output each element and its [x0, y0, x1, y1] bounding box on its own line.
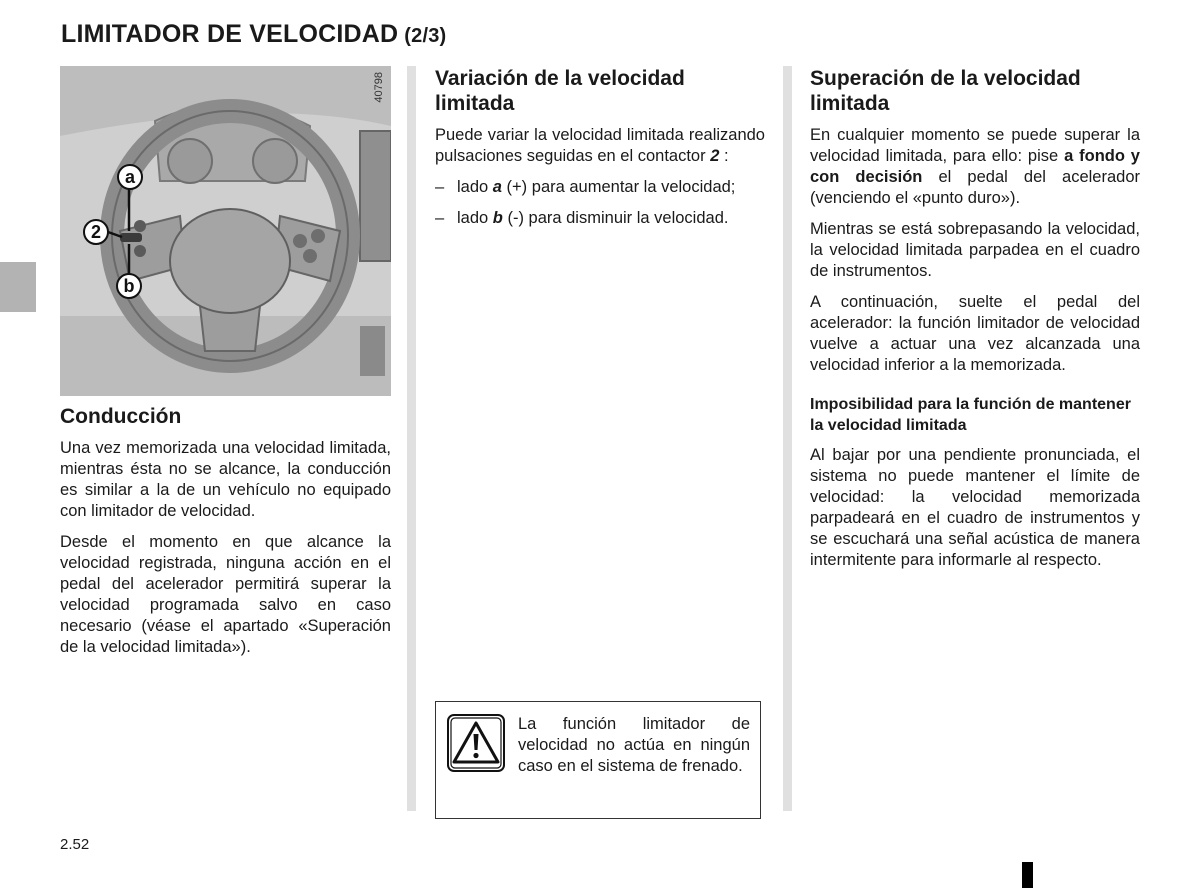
column-middle [435, 66, 765, 239]
variacion-list [435, 177, 765, 229]
list-item-text: lado [457, 178, 493, 196]
list-item-text: lado [457, 209, 493, 227]
list-item-text-end: (+) para aumentar la velocidad; [501, 178, 736, 196]
chapter-tab [0, 262, 36, 312]
steering-wheel-illustration [60, 66, 391, 396]
page-title-part: (2/3) [404, 25, 447, 47]
list-item-ref: a [492, 178, 502, 196]
list-dash: – [435, 209, 445, 227]
heading-superacion: Superación de la velocidad limitada [810, 67, 1081, 115]
superacion-text-end: el pedal del acelerador (venciendo el «punto duro»). [810, 168, 1140, 207]
paragraph-superacion-1 [810, 125, 1140, 209]
paragraph-variacion-intro [435, 125, 765, 167]
intro-text: Puede variar la velocidad limitada realizando pulsaciones seguidas en el contactor [435, 126, 765, 165]
paragraph-superacion-2: Mientras se está sobrepasando la velocidad, la velocidad limitada parpadea en el cuadro de instrumentos. [810, 220, 1140, 280]
list-item-ref: b [492, 209, 503, 227]
column-right [810, 66, 1140, 581]
intro-text-end: : [719, 147, 729, 165]
page-number: 2.52 [60, 836, 90, 853]
paragraph-superacion-3: A continuación, suelte el pedal del acelerador: la función limitador de velocidad vuelve a actuar una vez alcanzada una velocidad inferior a la memorizada. [810, 293, 1140, 374]
warning-box [435, 701, 761, 819]
list-item [435, 177, 765, 198]
column-left [60, 66, 391, 668]
warning-text: La función limitador de velocidad no actúa en ningún caso en el sistema de frenado. [518, 715, 750, 775]
steering-wheel-figure [60, 66, 391, 396]
heading-variacion: Variación de la velocidad limitada [435, 67, 685, 115]
corner-mark [1022, 862, 1033, 888]
callout-2: 2 [90, 222, 102, 242]
subheading-imposibilidad: Imposibilidad para la función de mantener la velocidad limitada [810, 396, 1131, 434]
contactor-ref: 2 [710, 147, 720, 165]
callout-b: b [123, 276, 135, 296]
superacion-emphasis: a fondo y con decisión [810, 147, 1140, 186]
list-item [435, 208, 765, 229]
warning-triangle-icon [447, 714, 505, 772]
list-item-text-end: (-) para disminuir la velocidad. [502, 209, 729, 227]
page-title [61, 20, 446, 49]
paragraph-conduccion-1: Una vez memorizada una velocidad limitada, mientras ésta no se alcance, la conducción es similar a la de un vehículo no equipado con limitador de velocidad. [60, 439, 391, 520]
list-dash: – [435, 178, 445, 196]
column-divider-1 [407, 66, 416, 811]
superacion-text: En cualquier momento se puede superar la velocidad limitada, para ello: pise [810, 126, 1140, 165]
paragraph-imposibilidad: Al bajar por una pendiente pronunciada, el sistema no puede mantener el límite de velocidad: la velocidad memorizada parpadeará en el cuadro de instrumentos y se escuchará una señal acústica de manera intermitente para informarle al respecto. [810, 446, 1140, 569]
page-title-text: LIMITADOR DE VELOCIDAD [61, 20, 399, 48]
callout-a: a [124, 167, 136, 187]
paragraph-conduccion-2: Desde el momento en que alcance la velocidad registrada, ninguna acción en el pedal del acelerador permitirá superar la velocidad programada salvo en caso necesario (véase el apartado «Superación de la velocidad limitada»). [60, 533, 391, 656]
column-divider-2 [783, 66, 792, 811]
heading-conduccion: Conducción [60, 405, 182, 428]
figure-id: 40798 [373, 72, 385, 103]
